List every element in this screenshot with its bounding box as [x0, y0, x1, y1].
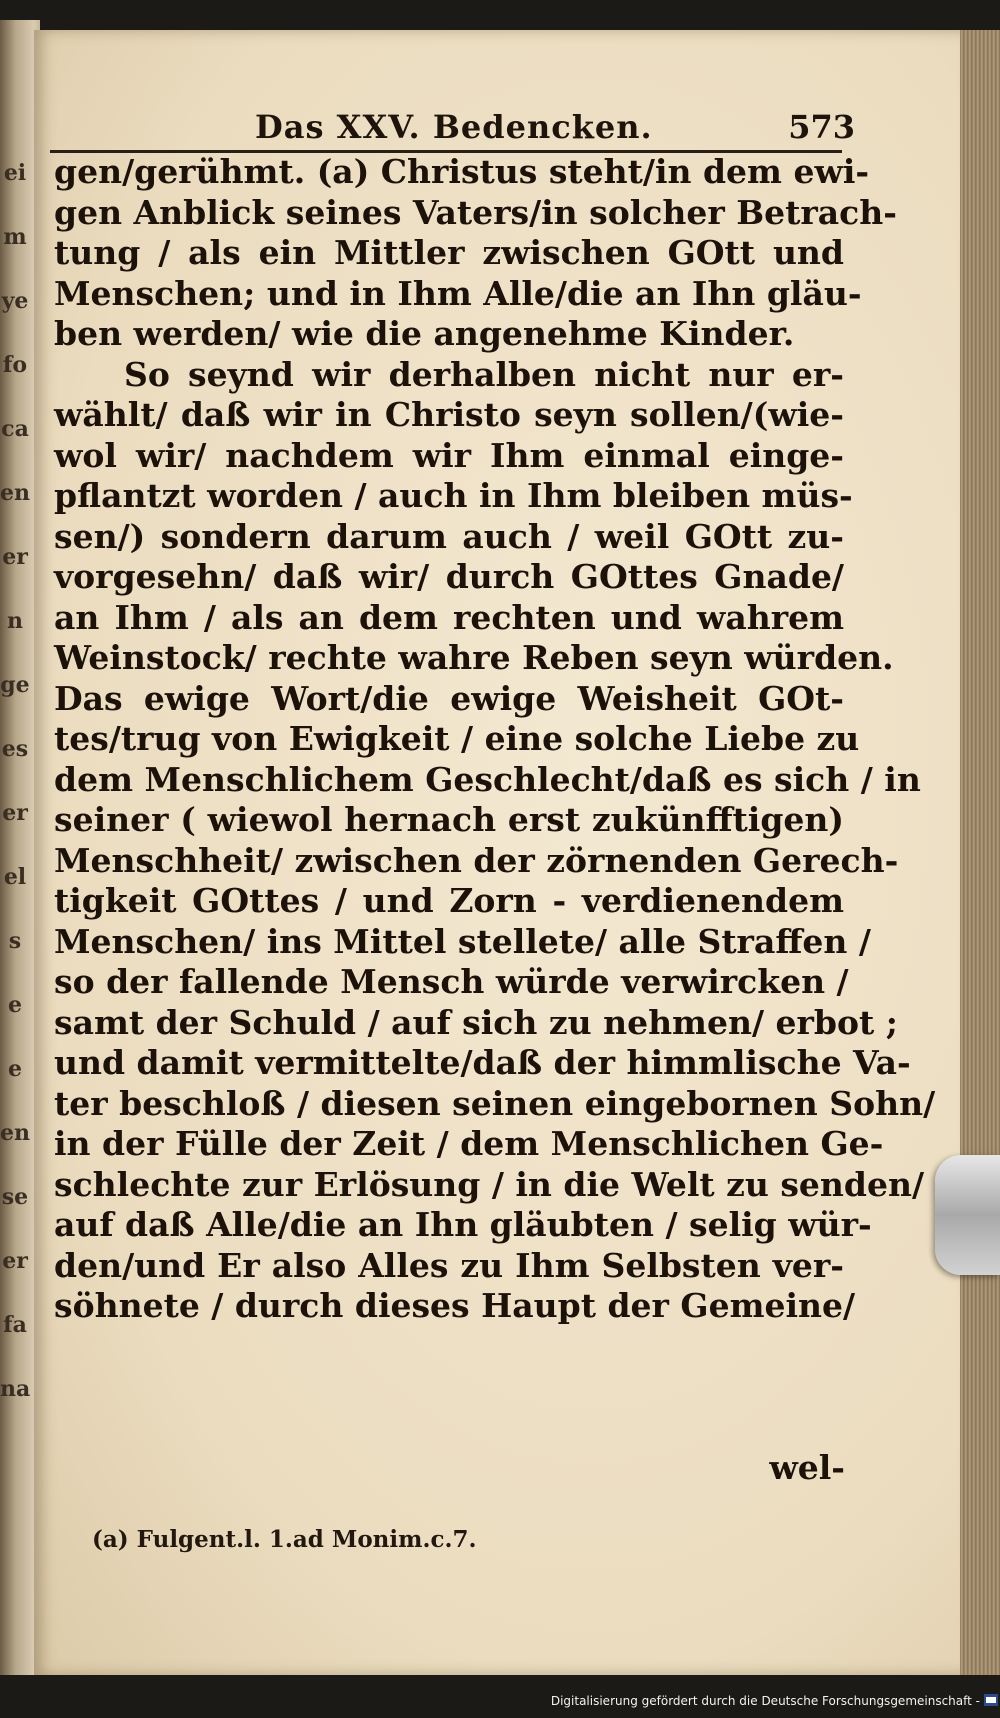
- text-line: auf daß Alle/die an Ihn gläubten / selig wür-: [54, 1205, 872, 1244]
- text-line: gen/gerühmt. (a) Christus steht/in dem ewi-: [54, 152, 870, 191]
- spine-text-fragment: e: [8, 1056, 22, 1082]
- text-line: wählt/ daß wir in Christo seyn sollen/(wie-: [54, 395, 844, 434]
- text-line: und damit vermittelte/daß der himmlische Va-: [54, 1043, 911, 1082]
- page-fore-edge: [960, 30, 1000, 1675]
- text-line: pflantzt worden / auch in Ihm bleiben müs-: [54, 476, 853, 515]
- digitization-credit: Digitalisierung gefördert durch die Deutsche Forschungsgemeinschaft -: [550, 1694, 980, 1708]
- text-line: vorgesehn/ daß wir/ durch GOttes Gnade/: [54, 557, 844, 596]
- page-clip: [935, 1155, 1000, 1275]
- spine-text-fragment: er: [2, 800, 28, 826]
- text-line: schlechte zur Erlösung / in die Welt zu senden/: [54, 1164, 925, 1204]
- text-line: Menschen/ ins Mittel stellete/ alle Straffen /: [54, 921, 871, 961]
- text-line: So seynd wir derhalben nicht nur er-: [124, 354, 844, 394]
- text-line: Menschheit/ zwischen der zörnenden Gerech-: [54, 840, 899, 880]
- spine-text-fragment: ei: [3, 160, 27, 186]
- text-line: ben werden/ wie die angenehme Kinder.: [54, 314, 795, 353]
- spine-text-fragment: fo: [2, 352, 28, 378]
- spine-text-fragment: fa: [3, 1312, 27, 1338]
- dfg-logo-icon: [984, 1694, 998, 1706]
- spine-text-fragment: e: [8, 992, 22, 1018]
- body-text: [54, 152, 936, 1327]
- catchword: wel-: [769, 1448, 845, 1487]
- spine-text-fragment: er: [2, 544, 28, 570]
- header-title: Das XXV. Bedencken.: [255, 108, 653, 146]
- page-number: 573: [788, 108, 855, 146]
- spine-text-fragment: se: [1, 1184, 29, 1210]
- spine-text-fragment: ca: [1, 416, 29, 442]
- text-line: wol wir/ nachdem wir Ihm einmal einge-: [54, 435, 844, 475]
- text-line: sen/) sondern darum auch / weil GOtt zu-: [54, 516, 844, 556]
- spine-text-fragment: ye: [1, 288, 29, 314]
- text-line: tes/trug von Ewigkeit / eine solche Liebe zu: [54, 719, 860, 758]
- spine-text-fragment: n: [7, 608, 23, 634]
- text-line: seiner ( wiewol hernach erst zukünfftigen): [54, 800, 844, 839]
- text-line: den/und Er also Alles zu Ihm Selbsten ver-: [54, 1245, 844, 1285]
- text-line: tung / als ein Mittler zwischen GOtt und: [54, 233, 844, 272]
- spine-text-fragment: en: [0, 480, 30, 506]
- text-line: so der fallende Mensch würde verwircken /: [54, 962, 849, 1001]
- text-line: Menschen; und in Ihm Alle/die an Ihn gläu-: [54, 273, 862, 313]
- spine-text-fragment: en: [0, 1120, 30, 1146]
- spine-text-fragment: m: [3, 224, 27, 250]
- text-line: tigkeit GOttes / und Zorn - verdienendem: [54, 881, 844, 920]
- footnote: (a) Fulgent.l. 1.ad Monim.c.7.: [92, 1526, 477, 1553]
- spine-text-fragment: s: [8, 928, 22, 954]
- text-line: gen Anblick seines Vaters/in solcher Betrach-: [54, 192, 897, 232]
- spine-text-fragment: el: [3, 864, 27, 890]
- text-line: söhnete / durch dieses Haupt der Gemeine/: [54, 1286, 856, 1325]
- running-header: [255, 108, 855, 152]
- text-line: in der Fülle der Zeit / dem Menschlichen Ge-: [54, 1124, 884, 1163]
- text-line: samt der Schuld / auf sich zu nehmen/ erbot ;: [54, 1002, 898, 1042]
- spine-text-fragment: na: [0, 1376, 31, 1402]
- spine-text-fragment: er: [2, 1248, 28, 1274]
- spine-text-fragment: ge: [0, 672, 30, 698]
- spine-text-fragment: es: [1, 736, 29, 762]
- text-line: ter beschloß / diesen seinen eingebornen Sohn/: [54, 1083, 936, 1123]
- text-line: Weinstock/ rechte wahre Reben seyn würden.: [54, 638, 894, 677]
- text-line: Das ewige Wort/die ewige Weisheit GOt-: [54, 678, 844, 718]
- text-line: dem Menschlichem Geschlecht/daß es sich / in: [54, 759, 921, 799]
- text-line: an Ihm / als an dem rechten und wahrem: [54, 597, 844, 637]
